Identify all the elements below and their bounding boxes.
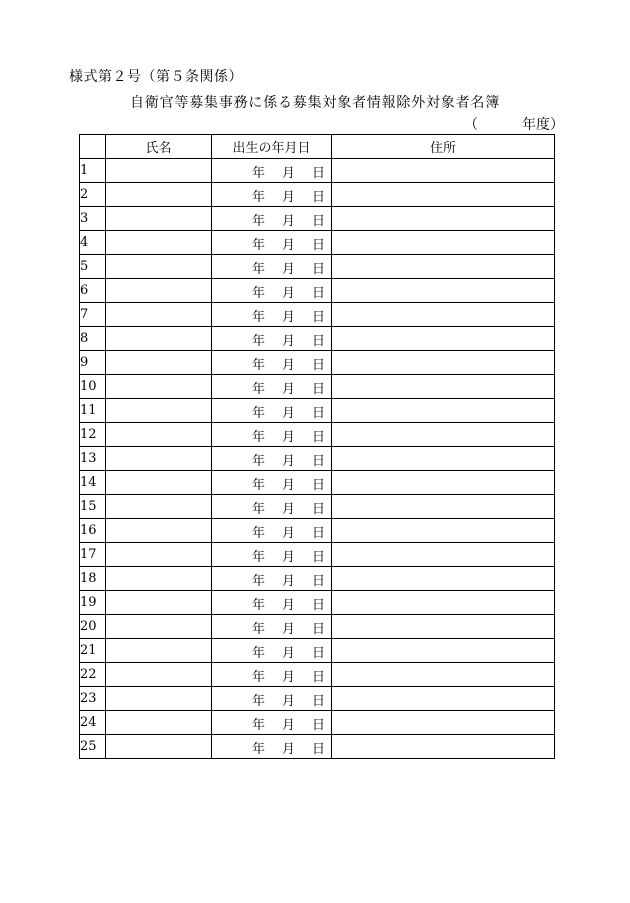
table-row	[80, 207, 555, 231]
birth-date-month-label: 月	[282, 238, 296, 253]
birth-date-cell[interactable]	[212, 495, 332, 519]
name-cell[interactable]	[106, 495, 212, 519]
name-cell[interactable]	[106, 207, 212, 231]
address-cell[interactable]	[332, 183, 555, 207]
birth-date-cell[interactable]	[212, 543, 332, 567]
birth-date-cell[interactable]	[212, 303, 332, 327]
address-cell[interactable]	[332, 231, 555, 255]
form-number: 様式第２号（第５条関係）	[69, 69, 243, 85]
birth-date-day-label: 日	[312, 286, 326, 301]
birth-date-month-label: 月	[282, 478, 296, 493]
name-cell[interactable]	[106, 711, 212, 735]
birth-date-year-label: 年	[252, 166, 266, 181]
birth-date-month-label: 月	[282, 406, 296, 421]
birth-date-cell[interactable]	[212, 159, 332, 183]
row-number: 5	[80, 255, 106, 279]
fiscal-year-open: （	[464, 117, 478, 133]
birth-date-month-label: 月	[282, 646, 296, 661]
birth-date-year-label: 年	[252, 526, 266, 541]
birth-date-month-label: 月	[282, 718, 296, 733]
row-number: 23	[80, 687, 106, 711]
name-cell[interactable]	[106, 183, 212, 207]
name-cell[interactable]	[106, 423, 212, 447]
birth-date-day-label: 日	[312, 190, 326, 205]
birth-date-year-label: 年	[252, 214, 266, 229]
birth-date-month-label: 月	[282, 382, 296, 397]
birth-date-month-label: 月	[282, 622, 296, 637]
birth-date-cell[interactable]	[212, 255, 332, 279]
name-cell[interactable]	[106, 159, 212, 183]
table-row	[80, 639, 555, 663]
address-cell[interactable]	[332, 207, 555, 231]
birth-date-year-label: 年	[252, 670, 266, 685]
row-number: 21	[80, 639, 106, 663]
birth-date-cell[interactable]	[212, 735, 332, 759]
birth-date-month-label: 月	[282, 574, 296, 589]
table-row	[80, 471, 555, 495]
birth-date-day-label: 日	[312, 358, 326, 373]
name-cell[interactable]	[106, 639, 212, 663]
address-cell[interactable]	[332, 447, 555, 471]
birth-date-month-label: 月	[282, 310, 296, 325]
birth-date-day-label: 日	[312, 334, 326, 349]
birth-date-day-label: 日	[312, 406, 326, 421]
address-cell[interactable]	[332, 639, 555, 663]
name-cell[interactable]	[106, 231, 212, 255]
address-cell[interactable]	[332, 399, 555, 423]
address-cell[interactable]	[332, 591, 555, 615]
header-name: 氏名	[106, 135, 212, 159]
address-cell[interactable]	[332, 279, 555, 303]
roster-body	[80, 159, 555, 759]
birth-date-year-label: 年	[252, 718, 266, 733]
birth-date-cell[interactable]	[212, 519, 332, 543]
table-row	[80, 687, 555, 711]
birth-date-month-label: 月	[282, 742, 296, 757]
birth-date-year-label: 年	[252, 598, 266, 613]
birth-date-month-label: 月	[282, 550, 296, 565]
name-cell[interactable]	[106, 615, 212, 639]
name-cell[interactable]	[106, 567, 212, 591]
birth-date-month-label: 月	[282, 598, 296, 613]
address-cell[interactable]	[332, 159, 555, 183]
address-cell[interactable]	[332, 519, 555, 543]
document-title: 自衛官等募集事務に係る募集対象者情報除外対象者名簿	[130, 95, 500, 111]
birth-date-month-label: 月	[282, 430, 296, 445]
address-cell[interactable]	[332, 567, 555, 591]
birth-date-year-label: 年	[252, 742, 266, 757]
address-cell[interactable]	[332, 255, 555, 279]
birth-date-cell[interactable]	[212, 591, 332, 615]
fiscal-year-label: 年度）	[522, 117, 564, 133]
row-number: 17	[80, 543, 106, 567]
birth-date-cell[interactable]	[212, 423, 332, 447]
birth-date-month-label: 月	[282, 454, 296, 469]
row-number: 19	[80, 591, 106, 615]
fiscal-year	[464, 114, 564, 134]
row-number: 16	[80, 519, 106, 543]
table-row	[80, 303, 555, 327]
name-cell[interactable]	[106, 663, 212, 687]
birth-date-cell[interactable]	[212, 231, 332, 255]
table-row	[80, 735, 555, 759]
row-number: 22	[80, 663, 106, 687]
birth-date-year-label: 年	[252, 646, 266, 661]
row-number: 1	[80, 159, 106, 183]
birth-date-year-label: 年	[252, 190, 266, 205]
table-row	[80, 447, 555, 471]
birth-date-month-label: 月	[282, 166, 296, 181]
table-row	[80, 351, 555, 375]
address-cell[interactable]	[332, 303, 555, 327]
birth-date-year-label: 年	[252, 358, 266, 373]
row-number: 12	[80, 423, 106, 447]
table-row	[80, 231, 555, 255]
birth-date-month-label: 月	[282, 262, 296, 277]
row-number: 25	[80, 735, 106, 759]
name-cell[interactable]	[106, 375, 212, 399]
birth-date-day-label: 日	[312, 430, 326, 445]
row-number: 13	[80, 447, 106, 471]
birth-date-day-label: 日	[312, 214, 326, 229]
address-cell[interactable]	[332, 735, 555, 759]
table-row	[80, 399, 555, 423]
row-number: 15	[80, 495, 106, 519]
name-cell[interactable]	[106, 351, 212, 375]
birth-date-day-label: 日	[312, 694, 326, 709]
name-cell[interactable]	[106, 471, 212, 495]
birth-date-day-label: 日	[312, 574, 326, 589]
address-cell[interactable]	[332, 615, 555, 639]
name-cell[interactable]	[106, 303, 212, 327]
birth-date-day-label: 日	[312, 670, 326, 685]
roster-table	[79, 134, 555, 759]
name-cell[interactable]	[106, 399, 212, 423]
row-number: 14	[80, 471, 106, 495]
birth-date-day-label: 日	[312, 166, 326, 181]
birth-date-year-label: 年	[252, 406, 266, 421]
header-address: 住所	[332, 135, 555, 159]
birth-date-cell[interactable]	[212, 399, 332, 423]
row-number: 20	[80, 615, 106, 639]
birth-date-day-label: 日	[312, 310, 326, 325]
birth-date-year-label: 年	[252, 262, 266, 277]
address-cell[interactable]	[332, 711, 555, 735]
name-cell[interactable]	[106, 519, 212, 543]
name-cell[interactable]	[106, 735, 212, 759]
table-row	[80, 663, 555, 687]
address-cell[interactable]	[332, 351, 555, 375]
birth-date-year-label: 年	[252, 694, 266, 709]
row-number: 3	[80, 207, 106, 231]
table-row	[80, 423, 555, 447]
table-row	[80, 567, 555, 591]
name-cell[interactable]	[106, 327, 212, 351]
row-number: 24	[80, 711, 106, 735]
birth-date-year-label: 年	[252, 454, 266, 469]
table-row	[80, 711, 555, 735]
address-cell[interactable]	[332, 663, 555, 687]
birth-date-day-label: 日	[312, 502, 326, 517]
birth-date-cell[interactable]	[212, 639, 332, 663]
birth-date-month-label: 月	[282, 502, 296, 517]
birth-date-month-label: 月	[282, 358, 296, 373]
birth-date-year-label: 年	[252, 430, 266, 445]
birth-date-month-label: 月	[282, 670, 296, 685]
row-number: 8	[80, 327, 106, 351]
address-cell[interactable]	[332, 495, 555, 519]
birth-date-cell[interactable]	[212, 207, 332, 231]
address-cell[interactable]	[332, 375, 555, 399]
birth-date-month-label: 月	[282, 214, 296, 229]
birth-date-cell[interactable]	[212, 663, 332, 687]
row-number: 7	[80, 303, 106, 327]
birth-date-day-label: 日	[312, 622, 326, 637]
row-number: 11	[80, 399, 106, 423]
table-row	[80, 495, 555, 519]
birth-date-year-label: 年	[252, 502, 266, 517]
birth-date-month-label: 月	[282, 286, 296, 301]
header-row	[80, 135, 555, 159]
name-cell[interactable]	[106, 279, 212, 303]
table-row	[80, 591, 555, 615]
header-no	[80, 135, 106, 159]
birth-date-cell[interactable]	[212, 471, 332, 495]
row-number: 9	[80, 351, 106, 375]
birth-date-day-label: 日	[312, 598, 326, 613]
birth-date-cell[interactable]	[212, 375, 332, 399]
row-number: 18	[80, 567, 106, 591]
birth-date-day-label: 日	[312, 742, 326, 757]
birth-date-cell[interactable]	[212, 687, 332, 711]
birth-date-cell[interactable]	[212, 447, 332, 471]
row-number: 2	[80, 183, 106, 207]
table-row	[80, 519, 555, 543]
table-row	[80, 543, 555, 567]
birth-date-year-label: 年	[252, 310, 266, 325]
table-row	[80, 615, 555, 639]
address-cell[interactable]	[332, 543, 555, 567]
row-number: 4	[80, 231, 106, 255]
birth-date-year-label: 年	[252, 622, 266, 637]
birth-date-day-label: 日	[312, 454, 326, 469]
name-cell[interactable]	[106, 687, 212, 711]
birth-date-cell[interactable]	[212, 615, 332, 639]
birth-date-year-label: 年	[252, 574, 266, 589]
birth-date-month-label: 月	[282, 334, 296, 349]
address-cell[interactable]	[332, 687, 555, 711]
birth-date-month-label: 月	[282, 694, 296, 709]
birth-date-year-label: 年	[252, 238, 266, 253]
birth-date-year-label: 年	[252, 382, 266, 397]
table-row	[80, 279, 555, 303]
birth-date-year-label: 年	[252, 334, 266, 349]
name-cell[interactable]	[106, 591, 212, 615]
birth-date-month-label: 月	[282, 190, 296, 205]
birth-date-cell[interactable]	[212, 711, 332, 735]
birth-date-cell[interactable]	[212, 279, 332, 303]
table-row	[80, 183, 555, 207]
birth-date-month-label: 月	[282, 526, 296, 541]
table-row	[80, 255, 555, 279]
table-row	[80, 327, 555, 351]
header-birth-date: 出生の年月日	[212, 135, 332, 159]
birth-date-day-label: 日	[312, 646, 326, 661]
birth-date-day-label: 日	[312, 550, 326, 565]
birth-date-year-label: 年	[252, 478, 266, 493]
address-cell[interactable]	[332, 471, 555, 495]
birth-date-day-label: 日	[312, 262, 326, 277]
name-cell[interactable]	[106, 255, 212, 279]
birth-date-day-label: 日	[312, 238, 326, 253]
birth-date-cell[interactable]	[212, 567, 332, 591]
birth-date-day-label: 日	[312, 382, 326, 397]
birth-date-cell[interactable]	[212, 183, 332, 207]
birth-date-year-label: 年	[252, 550, 266, 565]
birth-date-day-label: 日	[312, 718, 326, 733]
table-row	[80, 375, 555, 399]
birth-date-day-label: 日	[312, 478, 326, 493]
address-cell[interactable]	[332, 423, 555, 447]
birth-date-year-label: 年	[252, 286, 266, 301]
birth-date-cell[interactable]	[212, 351, 332, 375]
address-cell[interactable]	[332, 327, 555, 351]
birth-date-cell[interactable]	[212, 327, 332, 351]
name-cell[interactable]	[106, 447, 212, 471]
table-row	[80, 159, 555, 183]
name-cell[interactable]	[106, 543, 212, 567]
birth-date-day-label: 日	[312, 526, 326, 541]
row-number: 6	[80, 279, 106, 303]
row-number: 10	[80, 375, 106, 399]
